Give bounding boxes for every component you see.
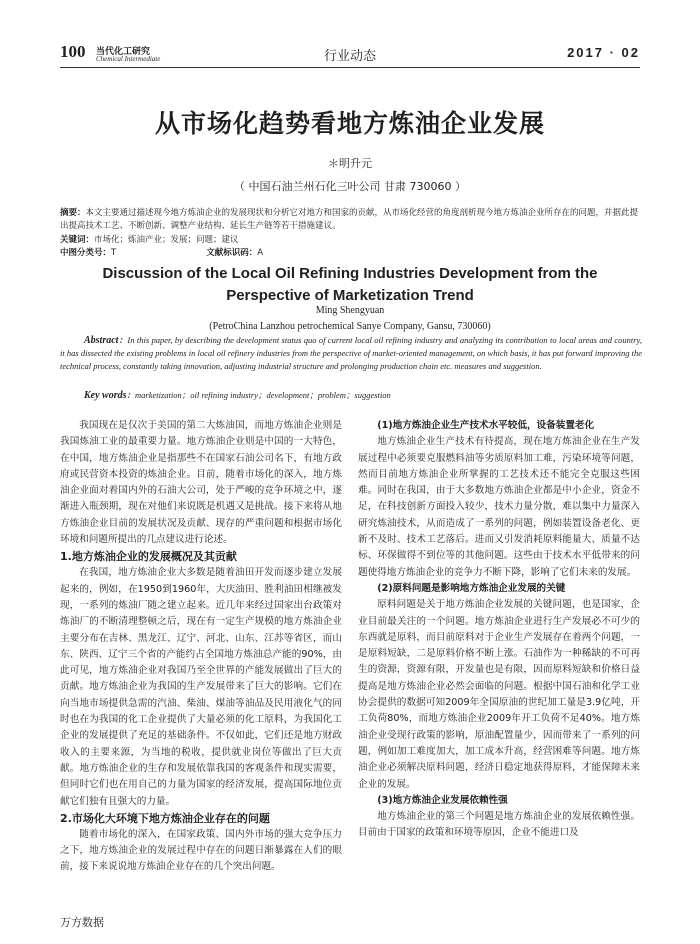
abstract-zh [60,207,642,233]
keywords-zh-text: 市场化；炼油产业；发展；问题；建议 [94,235,239,245]
doc-code-value: A [257,248,264,258]
affiliation-zh: （ 中国石油兰州石化三叶公司 甘肃 730060 ） [234,180,466,193]
subsection3-paragraph: 地方炼油企业的第三个问题是地方炼油企业的发展依赖性强。目前由于国家的政策和环境等原因，企业不能进口及 [358,811,640,839]
article-title-zh: 从市场化趋势看地方炼油企业发展 [154,109,545,138]
abstract-en-text: In this paper, by describing the development status quo of current local oil refining industry and analyzing its contribution to local areas and country, it has dissected the existing problems in local oil refinery industries from the perspective of market-oriented management, on which basis, it has put forward improving the technical process, constantly taking innovation, adjusting industrial structure and prolonging production chain etc. measures and suggestion. [60,335,642,371]
subsection2-paragraph: 原料问题是关于地方炼油企业发展的关键问题，也是国家，企业目前最关注的一个问题。地方炼油企业进行生产发展必不可少的东西就是原料，而目前原料对于企业生产发展存在着两个问题，一是原料短缺，二是原料价格不断上涨。石油作为一种稀缺的不可再生的资源，资源有限，开发量也是有限，因而原料短缺和价格日益提高是地方炼油企业必然会面临的问题。根据中国石油和化学工业协会提供的数据可知2009年全国原油的世纪加工量是3.9亿吨，开工负荷80%，而地方炼油企业2009年开工负荷不足40%。地方炼油企业受现行政策的影响，原油配置量少，因而带来了一系列的问题，例如加工难度加大，加工成本升高，经营困难等问题。地方炼油企业必须解决原料问题，经济日稳定地获得原料，才能保障未来企业的发展。 [358,599,640,790]
keywords-zh-label: 关键词： [60,235,95,245]
article-title-en: Discussion of the Local Oil Refining Industries Development from the Perspective of Marketization Trend [102,265,598,304]
body-column-left [60,418,342,876]
journal-name: 当代化工研究 [96,47,151,57]
abstract-zh-text: 本文主要通过描述现今地方炼油企业的发展现状和分析它对地方和国家的贡献，从市场化经营的角度剖析现今地方炼油企业所存在的问题，并据此提出提高技术工艺、不断创新、调整产业结构、延长生产链等若干措施建议。 [60,208,639,231]
doc-code-label: 文献标识码： [206,248,258,258]
subsection3-heading: (3)地方炼油企业发展依赖性强 [377,794,508,806]
abstract-zh-label: 摘要： [60,208,86,218]
clc-label: 中图分类号： [60,248,112,258]
page-number: 100 [60,42,86,61]
clc-value: T [111,248,117,258]
section-name: 行业动态 [323,49,376,64]
journal-name-en: Chemical Intermediate [96,55,161,63]
header-rule [60,67,640,68]
subsection2-heading: (2)原料问题是影响地方炼油企业发展的关键 [377,582,566,594]
keywords-en: Key words：marketization；oil refining industry；development；problem；suggestion [84,390,391,401]
keywords-zh [60,234,642,247]
classification-line [60,247,642,260]
affiliation-en: (PetroChina Lanzhou petrochemical Sanye Company, Gansu, 730060) [209,321,491,332]
section1-heading: 1.地方炼油企业的发展概况及其贡献 [60,550,237,564]
subsection1-heading: (1)地方炼油企业生产技术水平较低，设备装置老化 [377,420,595,431]
subsection1-paragraph: 地方炼油企业生产技术有待提高，现在地方炼油企业在生产发展过程中必须要克服燃料油等劣质原料加工难，污染环境等问题，然而目前地方炼油企业所掌握的工艺技术还不能完全克服这些困难。同时在我国，由于大多数地方炼油企业都是中小企业，资金不足，在科技创新方面投入较少，技术力量分散，难以集中力量深入研究炼油技术，从而造成了一系列的问题，例如装置设备老化、更新不及时、技术工艺落后。进而又引发消耗原料能量大、质量不达标、环保做得不到位等的其他问题。这些由于技术水平低带来的问题使得地方炼油企业的竞争力不断下降，影响了它们未来的发展。 [358,436,640,578]
section2-paragraph: 随着市场化的深入，在国家政策、国内外市场的强大竞争压力之下，地方炼油企业的发展过程中存在的问题日渐暴露在人们的眼前，接下来说说地方炼油企业存在的几个突出问题。 [60,828,342,873]
issue-label: 2017 · 02 [567,45,640,60]
section2-heading: 2.市场化大环境下地方炼油企业存在的问题 [60,811,270,825]
keywords-en-text: marketization；oil refining industry；development；problem；suggestion [135,390,391,400]
footer-source: 万方数据 [60,916,104,929]
author-zh: ＊明升元 [328,157,372,170]
intro-paragraph: 我国现在是仅次于美国的第二大炼油国，而地方炼油企业则是我国炼油工业的最重要力量。地方炼油企业则是中国的一大特色，在中国，地方炼油企业是指那些不在国家石油公司名下，有地方政府或民营资本投资的炼油企业。目前，随着市场化的深入，地方炼油企业面对着国内外的石油大公司，处于严峻的竞争环境之中，逐渐进入瓶颈期，现在对他们来说既是机遇又是挑战。接下来将从地方炼油企业目前的发展状况及贡献、现存的严重问题和根据市场化环境和问题所提出的几点建议进行论述。 [60,420,342,546]
abstract-en-label: Abstract [84,335,119,346]
section1-paragraph: 在我国，地方炼油企业大多数是随着油田开发而逐步建立发展起来的，例如，在1950到1960年，大庆油田、胜利油田相继被发现，一系列的炼油厂随之建立起来。近几年来经过国家出台政策对炼油厂的不断清理整顿之后，现在有一定生产规模的地方炼油企业主要分布在吉林、黑龙江、辽宁、河北、山东、江苏等省区，而山东、陕西、辽宁三个省的产能约占全国地方炼油总产能的90%，由此可见，地方炼油企业对我国乃至全世界的产能发展做出了巨大的贡献。地方炼油企业为我国的生产发展带来了巨大的影响。它们在向当地市场提供急需的汽油、柴油、煤油等油品及民用液化气的同时也在为我国的化工企业提供了大量必须的化工原料，为我国化工企业的发展提供了充足的基础条件。不仅如此，它们还是地方财政收入的主要来源，为当地的税收，提供就业岗位等做出了巨大贡献。地方炼油企业的生存和发展依靠我国的客观条件和现实需要，但同时它们也在用自己的力量为国家的经济发展，提高国际地位贡献它们独有且强大的力量。 [60,567,342,807]
keywords-en-label: Key words [84,390,127,401]
abstract-en: Abstract：In this paper, by describing the development status quo of current local oil refining industry and analyzing its contribution to local areas and country, it has dissected the existing problems in local oil refinery industries from the perspective of market-oriented management, on which basis, it has put forward improving the technical process, constantly taking innovation, adjusting industrial structure and prolonging production chain etc. measures and suggestion. [60,335,642,371]
author-en: Ming Shengyuan [315,305,385,316]
body-column-right [358,418,640,842]
